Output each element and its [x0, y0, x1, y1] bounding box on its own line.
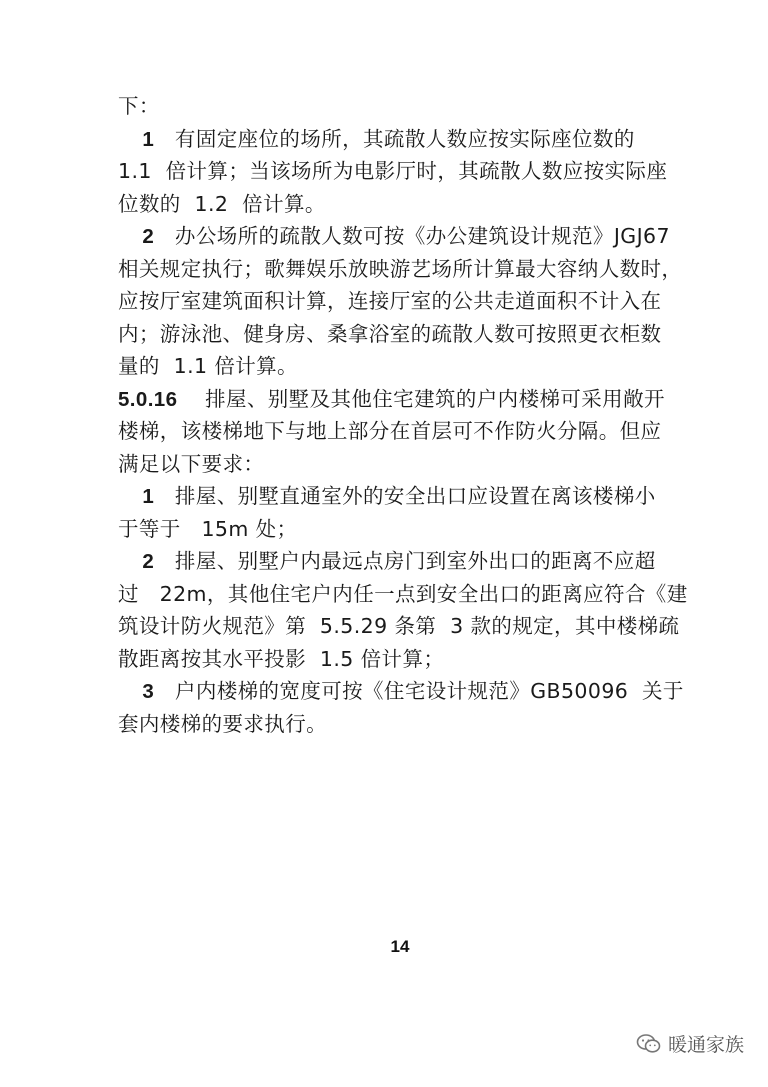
clause-number: 3 — [118, 680, 155, 703]
line-text: 户内楼梯的宽度可按《住宅设计规范》GB50096 关于 — [154, 679, 684, 703]
watermark-text: 暖通家族 — [667, 1034, 744, 1056]
line-text: 散距离按其水平投影 1.5 倍计算； — [118, 646, 445, 671]
text-line — [118, 318, 663, 351]
clause-number: 2 — [118, 550, 155, 573]
line-text: 相关规定执行；歌舞娱乐放映游艺场所计算最大容纳人数时， — [118, 256, 683, 281]
line-text: 筑设计防火规范》第 5.5.29 条第 3 款的规定，其中楼梯疏 — [118, 614, 680, 638]
line-text: 楼梯，该楼梯地下与地上部分在首层可不作防火分隔。但应 — [118, 419, 662, 443]
clause-number: 1 — [118, 485, 155, 508]
line-text: 内；游泳池、健身房、桑拿浴室的疏散人数可按照更衣柜数 — [118, 321, 662, 346]
line-text: 有固定座位的场所，其疏散人数应按实际座位数的 — [154, 126, 635, 151]
text-line — [118, 123, 663, 156]
text-line — [118, 448, 663, 481]
text-line — [118, 253, 683, 286]
line-text: 办公场所的疏散人数可按《办公建筑设计规范》JGJ67 — [154, 224, 670, 248]
text-line — [118, 643, 663, 676]
text-line — [118, 578, 688, 611]
clause-number: 2 — [118, 225, 155, 248]
line-text: 排屋、别墅户内最远点房门到室外出口的距离不应超 — [154, 549, 656, 573]
watermark — [636, 1030, 744, 1057]
line-text: 位数的 1.2 倍计算。 — [118, 191, 326, 216]
line-text: 于等于 15m 处； — [118, 516, 298, 541]
line-text: 过 22m，其他住宅户内任一点到安全出口的距离应符合《建 — [118, 581, 688, 606]
text-line — [118, 545, 663, 578]
line-text: 下： — [118, 94, 160, 118]
wechat-icon — [636, 1033, 662, 1055]
document-body — [118, 90, 688, 740]
text-line — [118, 155, 668, 188]
text-line — [118, 513, 663, 546]
text-line — [118, 350, 663, 383]
text-line — [118, 480, 663, 513]
text-line — [118, 610, 680, 643]
text-line — [118, 675, 684, 708]
text-line — [118, 220, 670, 253]
text-line — [118, 285, 663, 318]
text-line — [118, 90, 663, 123]
clause-number: 1 — [118, 127, 155, 151]
page-number: 14 — [390, 937, 410, 956]
line-text: 套内楼梯的要求执行。 — [118, 711, 327, 736]
text-line — [118, 415, 663, 448]
text-line — [118, 188, 663, 221]
line-text: 排屋、别墅及其他住宅建筑的户内楼梯可采用敞开 — [177, 386, 665, 411]
text-line — [118, 708, 663, 741]
text-line — [118, 383, 663, 416]
line-text: 应按厅室建筑面积计算，连接厅室的公共走道面积不计入在 — [118, 289, 662, 313]
line-text: 排屋、别墅直通室外的安全出口应设置在离该楼梯小 — [154, 484, 656, 508]
line-text: 量的 1.1 倍计算。 — [118, 354, 298, 378]
line-text: 满足以下要求： — [118, 451, 265, 476]
line-text: 1.1 倍计算；当该场所为电影厅时，其疏散人数应按实际座 — [118, 159, 668, 183]
clause-number: 5.0.16 — [118, 387, 178, 411]
